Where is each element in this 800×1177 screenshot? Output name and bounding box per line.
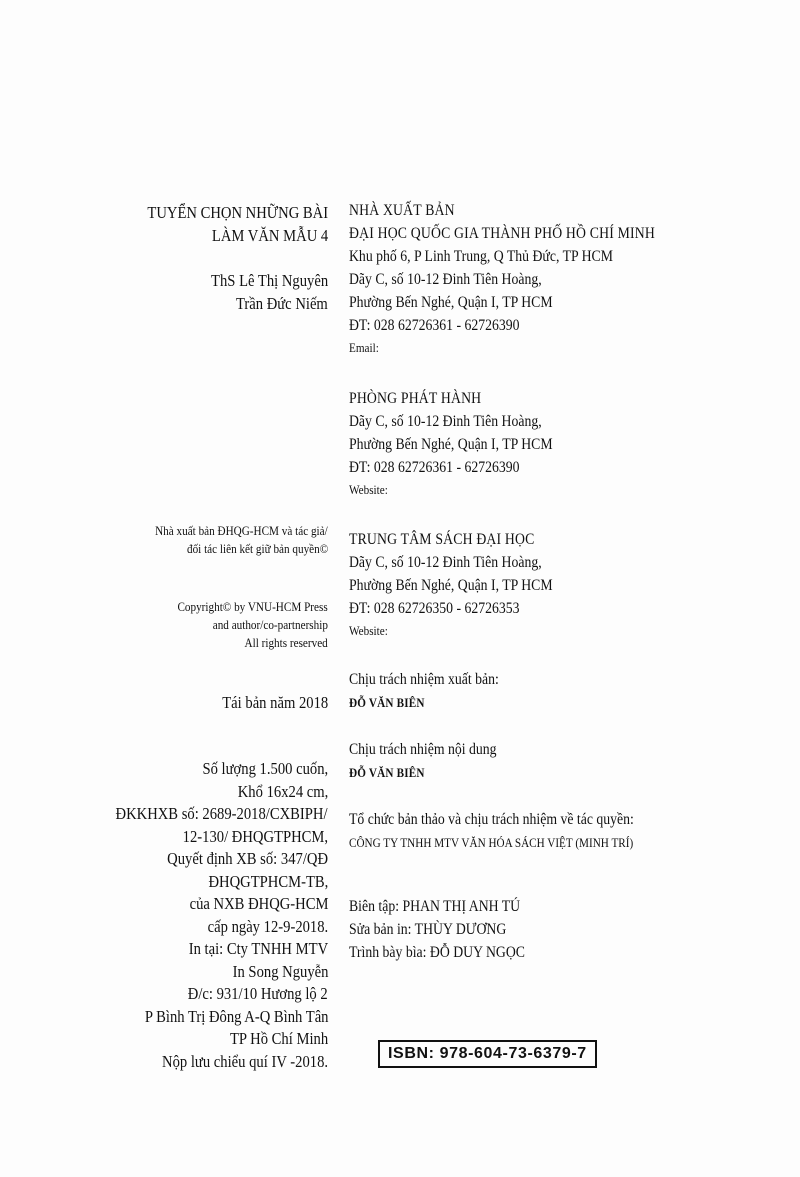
publisher-heading: NHÀ XUẤT BẢN (349, 202, 455, 219)
staff-block (349, 895, 554, 964)
copyright-vietnamese (127, 522, 328, 558)
distribution-website-label: Website: (349, 482, 388, 497)
distribution-line: ĐT: 028 62726361 - 62726390 (349, 459, 520, 476)
publication-info-line: ĐKKHXB số: 2689-2018/CXBIPH/ (115, 804, 328, 823)
publication-info-line: ĐHQGTPHCM-TB, (208, 871, 328, 891)
distribution-line: Dãy C, số 10-12 Đinh Tiên Hoàng, (349, 413, 542, 430)
publication-info-line: Đ/c: 931/10 Hương lộ 2 (188, 984, 328, 1003)
publisher-line: Phường Bến Nghé, Quận I, TP HCM (349, 294, 553, 311)
publication-info-line: Số lượng 1.500 cuốn, (202, 759, 328, 778)
bookcenter-line: Dãy C, số 10-12 Đinh Tiên Hoàng, (349, 554, 542, 571)
book-title (118, 202, 328, 247)
bookcenter-heading: TRUNG TÂM SÁCH ĐẠI HỌC (349, 531, 535, 548)
isbn-box (378, 1040, 597, 1068)
author-name: ThS Lê Thị Nguyên (210, 271, 328, 290)
copyright-english (153, 598, 328, 652)
copyright-line: All rights reserved (244, 635, 328, 650)
organizer-block (349, 808, 680, 855)
reprint-text: Tái bản năm 2018 (222, 693, 328, 712)
isbn-number: ISBN: 978-604-73-6379-7 (388, 1045, 587, 1062)
publication-info-line: Nộp lưu chiểu quí IV -2018. (161, 1051, 328, 1071)
bookcenter-line: Phường Bến Nghé, Quận I, TP HCM (349, 577, 553, 594)
publication-info-line: TP Hồ Chí Minh (229, 1029, 328, 1048)
copyright-line: Copyright© by VNU-HCM Press (177, 599, 328, 614)
publication-info-line: Khổ 16x24 cm, (237, 781, 328, 801)
bookcenter-website-label: Website: (349, 623, 388, 638)
copyright-line: đối tác liên kết giữ bản quyền© (186, 541, 328, 556)
publication-info-line: của NXB ĐHQG-HCM (189, 894, 328, 913)
organizer-name: CÔNG TY TNHH MTV VĂN HÓA SÁCH VIỆT (MINH TRÍ) (349, 835, 634, 850)
publication-info (81, 758, 328, 1073)
copyright-line: and author/co-partnership (212, 617, 328, 632)
publication-info-line: 12-130/ ĐHQGTPHCM, (182, 826, 328, 846)
publisher-line: ĐT: 028 62726361 - 62726390 (349, 317, 520, 334)
publisher-name: ĐẠI HỌC QUỐC GIA THÀNH PHỐ HỒ CHÍ MINH (349, 225, 655, 242)
responsible-content-name: ĐỖ VĂN BIÊN (349, 765, 425, 780)
bookcenter-line: ĐT: 028 62726350 - 62726353 (349, 600, 520, 617)
organizer-label: Tổ chức bản thảo và chịu trách nhiệm về tác quyền: (349, 811, 634, 828)
publication-info-line: In tại: Cty TNHH MTV (188, 939, 328, 958)
distribution-heading: PHÒNG PHÁT HÀNH (349, 390, 482, 407)
book-title-line: LÀM VĂN MẪU 4 (211, 225, 328, 245)
publication-info-line: P Bình Trị Đông A-Q Bình Tân (144, 1006, 328, 1026)
author-name: Trần Đức Niếm (236, 293, 328, 313)
cover-designer: Trình bày bìa: ĐỖ DUY NGỌC (349, 944, 525, 961)
responsible-publish-block (349, 668, 523, 714)
proofreader: Sửa bản in: THÙY DƯƠNG (349, 921, 507, 938)
authors (192, 270, 328, 315)
publisher-email-label: Email: (349, 340, 379, 355)
responsible-publish-name: ĐỖ VĂN BIÊN (349, 695, 425, 710)
distribution-line: Phường Bến Nghé, Quận I, TP HCM (349, 436, 553, 453)
responsible-content-label: Chịu trách nhiệm nội dung (349, 741, 497, 758)
publication-info-line: cấp ngày 12-9-2018. (207, 916, 328, 936)
responsible-publish-label: Chịu trách nhiệm xuất bản: (349, 671, 499, 688)
book-title-line: TUYỂN CHỌN NHỮNG BÀI (147, 203, 328, 222)
editor: Biên tập: PHAN THỊ ANH TÚ (349, 898, 521, 915)
copyright-line: Nhà xuất bản ĐHQG-HCM và tác giả/ (155, 523, 328, 538)
bookcenter-block (349, 528, 586, 642)
publisher-line: Dãy C, số 10-12 Đinh Tiên Hoàng, (349, 271, 542, 288)
distribution-block (349, 387, 586, 501)
publisher-block (349, 199, 705, 359)
responsible-content-block (349, 738, 521, 784)
reprint-year (205, 692, 328, 715)
publication-info-line: Quyết định XB số: 347/QĐ (167, 849, 328, 868)
publisher-line: Khu phố 6, P Linh Trung, Q Thủ Đức, TP HCM (349, 248, 613, 265)
publication-info-line: In Song Nguyễn (232, 961, 328, 981)
